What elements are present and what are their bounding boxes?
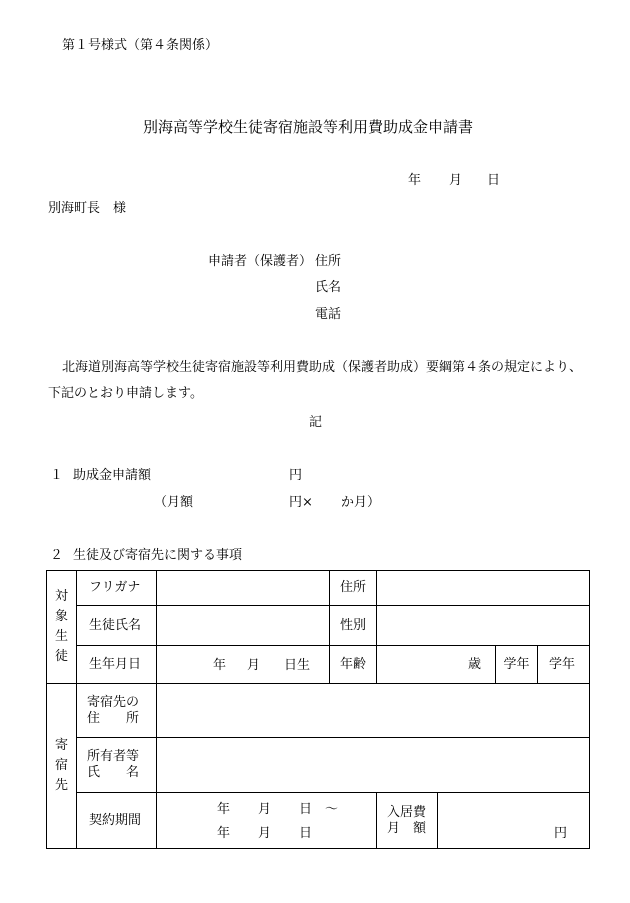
move-in-fee-label-line1: 入居費 (387, 804, 427, 820)
applicant-name-label: 氏名 (315, 280, 342, 295)
furigana-label: フリガナ (77, 571, 157, 606)
date-month: 月 (449, 173, 463, 188)
section1-number: １ (50, 468, 64, 483)
owner-name-label (77, 738, 157, 793)
student-group-char-4: 徒 (54, 649, 68, 664)
birthdate-label: 生年月日 (77, 646, 157, 684)
contract-period-field[interactable] (157, 793, 377, 849)
body-text-line2: 下記のとおり申請します。 (48, 386, 203, 401)
student-name-field[interactable] (157, 606, 330, 646)
date-day: 日 (487, 173, 501, 188)
lodging-group-char-1: 寄 (54, 738, 68, 753)
owner-name-label-line2: 氏 名 (87, 765, 140, 780)
student-address-label: 住所 (330, 571, 377, 606)
student-name-label: 生徒氏名 (77, 606, 157, 646)
lodging-address-label (77, 684, 157, 738)
birth-month-unit: 月 (247, 658, 261, 673)
age-unit: 歳 (467, 656, 481, 672)
lodging-address-label-line2: 住 所 (87, 710, 140, 726)
student-lodging-table (46, 570, 590, 849)
form-number: 第１号様式（第４条関係） (62, 38, 219, 53)
section1-yen: 円 (289, 468, 303, 483)
grade-field[interactable] (538, 646, 590, 684)
contract-to-day: 日 (299, 826, 313, 841)
birth-day-unit: 日生 (284, 658, 311, 673)
student-group-char-2: 象 (54, 609, 68, 624)
contract-from-day: 日 (299, 802, 313, 817)
applicant-address-label: 住所 (315, 254, 342, 269)
section1-yen-times: 円× (289, 495, 313, 510)
student-group-char-3: 生 (54, 629, 68, 644)
lodging-group-cell (47, 684, 77, 849)
student-address-field[interactable] (377, 571, 590, 606)
birth-year-unit: 年 (213, 658, 227, 673)
move-in-fee-yen: 円 (553, 826, 567, 841)
section2-label: 生徒及び寄宿先に関する事項 (73, 548, 243, 563)
lodging-address-field[interactable] (157, 684, 590, 738)
body-text-line1: 北海道別海高等学校生徒寄宿施設等利用費助成（保護者助成）要綱第４条の規定により、 (62, 360, 583, 375)
contract-to-year: 年 (217, 826, 231, 841)
grade-label: 学年 (496, 646, 538, 684)
move-in-fee-label-line2: 月 額 (387, 820, 427, 836)
gender-label: 性別 (330, 606, 377, 646)
move-in-fee-label (377, 793, 438, 849)
furigana-field[interactable] (157, 571, 330, 606)
section1-label: 助成金申請額 (73, 468, 152, 483)
section1-months: か月） (341, 495, 381, 510)
contract-from-month: 月 (258, 802, 272, 817)
contract-from-year: 年 (217, 802, 231, 817)
page-title: 別海高等学校生徒寄宿施設等利用費助成金申請書 (143, 118, 474, 136)
grade-unit: 学年 (548, 656, 575, 672)
student-group-char-1: 対 (54, 589, 68, 604)
contract-tilde: 〜 (325, 802, 339, 817)
owner-name-label-line1: 所有者等 (87, 749, 140, 765)
age-label: 年齢 (330, 646, 377, 684)
student-group-cell (47, 571, 77, 684)
contract-to-month: 月 (258, 826, 272, 841)
gender-field[interactable] (377, 606, 590, 646)
owner-name-field[interactable] (157, 738, 590, 793)
section1-monthly: （月額 (154, 495, 194, 510)
section2-number: ２ (50, 548, 64, 563)
lodging-group-char-3: 先 (54, 778, 68, 793)
birthdate-field[interactable] (157, 646, 330, 684)
contract-period-label: 契約期間 (77, 793, 157, 849)
lodging-group-char-2: 宿 (54, 758, 68, 773)
ki-heading: 記 (309, 415, 323, 430)
applicant-phone-label: 電話 (315, 307, 342, 322)
move-in-fee-field[interactable] (438, 793, 590, 849)
lodging-address-label-line1: 寄宿先の (87, 694, 140, 710)
date-year: 年 (408, 173, 422, 188)
age-field[interactable] (377, 646, 496, 684)
applicant-label: 申請者（保護者） (208, 254, 313, 269)
addressee: 別海町長 様 (48, 201, 127, 216)
